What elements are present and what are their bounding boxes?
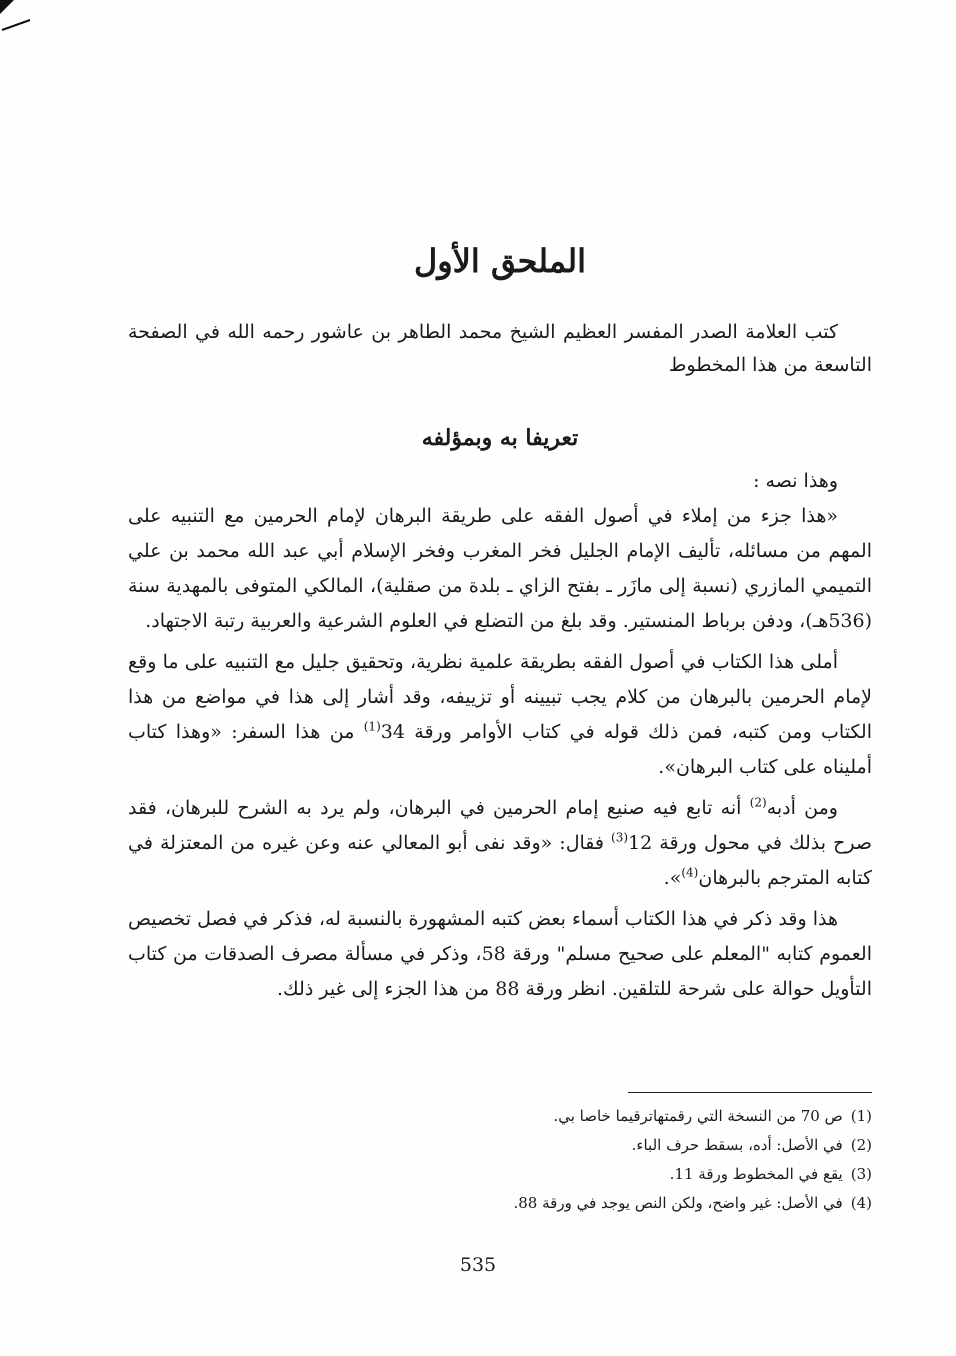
footnote-ref-4[interactable]: (4) <box>681 865 699 880</box>
paragraph-1: «هذا جزء من إملاء في أصول الفقه على طريقة البرهان لإمام الحرمين مع التنبيه على المهم من مسائله، تأليف الإمام الجليل فخر المغرب وفخر الإسلام أبي عبد الله محمد بن علي التميمي المازري (نسبة إلى مازَر ـ بفتح الزاي ـ بلدة من صقلية)، المالكي المتوفى بالمهدية سنة (536هـ)، ودفن برباط المنستير. وقد بلغ من التضلع في العلوم الشرعية والعربية رتبة الاجتهاد. <box>128 505 872 632</box>
paragraph-3-part-d: ». <box>663 867 682 889</box>
footnote-text: في الأصل: غير واضح، ولكن النص يوجد في ورقة 88. <box>513 1194 843 1212</box>
footnote-number: (4) <box>850 1194 872 1212</box>
paragraph-3-part-c: فقال: «وقد نفى أبو المعالي عنه وعن غيره من المعتزلة في كتابه المترجم بالبرهان <box>128 832 872 889</box>
paragraph-2 <box>128 645 872 785</box>
paragraph-2-part-b: من هذا السفر: «وهذا كتاب أمليناه على كتاب البرهان». <box>128 721 872 778</box>
footnote-item <box>128 1160 872 1189</box>
lead-line: وهذا نصه : <box>753 470 838 492</box>
footnote-text: ص 70 من النسخة التي رقمتهاترقيما خاصا بي. <box>553 1107 843 1125</box>
footnotes-list <box>128 1102 872 1218</box>
paragraph-3-part-a: ومن أدبه <box>766 797 838 819</box>
corner-mark <box>0 0 40 40</box>
section-title: تعريفا به وبمؤلفه <box>421 425 579 451</box>
footnote-ref-2[interactable]: (2) <box>749 795 767 810</box>
paragraph-3 <box>128 791 872 896</box>
page-number: 535 <box>459 1254 497 1276</box>
footnote-item <box>128 1102 872 1131</box>
footnote-divider <box>628 1092 872 1093</box>
footnote-item <box>128 1189 872 1218</box>
intro-paragraph: كتب العلامة الصدر المفسر العظيم الشيخ محمد الطاهر بن عاشور رحمه الله في الصفحة التاسعة من هذا المخطوط <box>128 321 872 376</box>
footnote-number: (2) <box>850 1136 872 1154</box>
footnote-ref-3[interactable]: (3) <box>611 830 629 845</box>
page-title: الملحق الأول <box>413 242 587 280</box>
footnote-text: في الأصل: أده، بسقط حرف الباء. <box>631 1136 843 1154</box>
footnote-number: (3) <box>850 1165 872 1183</box>
paragraph-4: هذا وقد ذكر في هذا الكتاب أسماء بعض كتبه المشهورة بالنسبة له، فذكر في فصل تخصيص العموم كتابه "المعلم على صحيح مسلم" ورقة 58، وذكر في مسألة مصرف الصدقات من كتاب التأويل حوالة على شرحة للتلقين. انظر ورقة 88 من هذا الجزء إلى غير ذلك. <box>128 908 873 1000</box>
footnote-number: (1) <box>850 1107 872 1125</box>
page-body <box>128 238 872 1013</box>
footnote-text: يقع في المخطوط ورقة 11. <box>669 1165 843 1183</box>
footnote-item <box>128 1131 872 1160</box>
paragraph-2-part-a: أملى هذا الكتاب في أصول الفقه بطريقة علمية نظرية، وتحقيق جليل مع التنبيه على ما وقع لإمام الحرمين بالبرهان من كلام يجب تبيينه أو تزييفه، وقد أشار إلى هذا في مواضع من هذا الكتاب ومن كتبه، فمن ذلك قوله في كتاب الأوامر ورقة 34 <box>128 651 872 743</box>
footnote-ref-1[interactable]: (1) <box>363 719 381 734</box>
paragraph-3-part-b: أنه تابع فيه صنيع إمام الحرمين في البرهان، ولم يرد به الشرح للبرهان، فقد صرح بذلك في محول ورقة 12 <box>128 797 872 854</box>
